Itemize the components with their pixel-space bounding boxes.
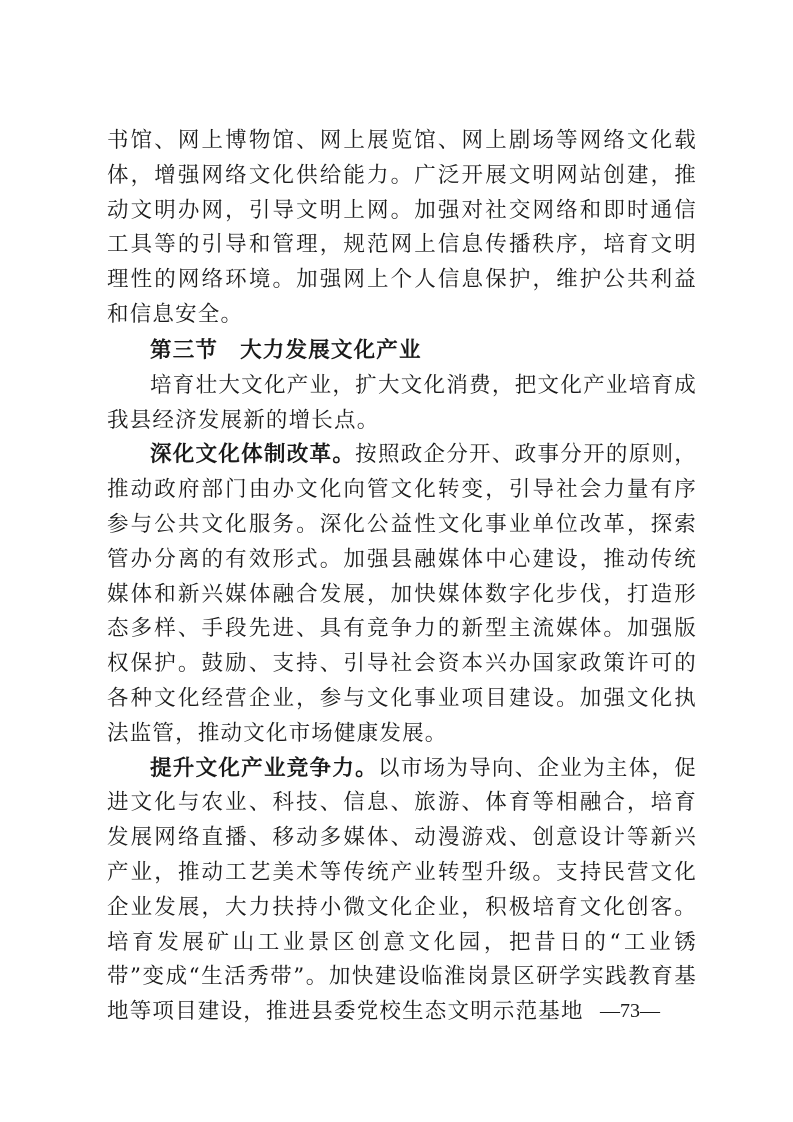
- paragraph-competitiveness: [107, 752, 697, 1030]
- body-text: [107, 124, 697, 1030]
- paragraph-lead-heading: 深化文化体制改革。: [150, 442, 356, 468]
- section-title: 大力发展文化产业: [240, 337, 422, 363]
- paragraph-cultural-industry-intro: 培育壮大文化产业，扩大文化消费，把文化产业培育成我县经济发展新的增长点。: [107, 372, 697, 433]
- paragraph-lead-heading: 提升文化产业竞争力。: [150, 755, 378, 781]
- section-number: 第三节: [150, 337, 219, 363]
- section-heading: [107, 333, 697, 369]
- paragraph-body: 按照政企分开、政事分开的原则，推动政府部门由办文化向管文化转变，引导社会力量有序参与公共文化服务。深化公益性文化事业单位改革，探索管办分离的有效形式。加强县融媒体中心建设，推动传统媒体和新兴媒体融合发展，加快媒体数字化步伐，打造形态多样、手段先进、具有竞争力的新型主流媒体。加强版权保护。鼓励、支持、引导社会资本兴办国家政策许可的各种文化经营企业，参与文化事业项目建设。加强文化执法监管，推动文化市场健康发展。: [107, 442, 697, 746]
- paragraph-system-reform: [107, 438, 697, 751]
- page-number: —73—: [600, 1000, 660, 1022]
- paragraph-body: 以市场为导向、企业为主体，促进文化与农业、科技、信息、旅游、体育等相融合，培育发展网络直播、移动多媒体、动漫游戏、创意设计等新兴产业，推动工艺美术等传统产业转型升级。支持民营文化企业发展，大力扶持小微文化企业，积极培育文化创客。培育发展矿山工业景区创意文化园，把昔日的“工业锈带”变成“生活秀带”。加快建设临淮岗景区研学实践教育基地等项目建设，推进县委党校生态文明示范基地: [107, 755, 697, 1025]
- paragraph-network-culture: 书馆、网上博物馆、网上展览馆、网上剧场等网络文化载体，增强网络文化供给能力。广泛开展文明网站创建，推动文明办网，引导文明上网。加强对社交网络和即时通信工具等的引导和管理，规范网上信息传播秩序，培育文明理性的网络环境。加强网上个人信息保护，维护公共利益和信息安全。: [107, 128, 697, 327]
